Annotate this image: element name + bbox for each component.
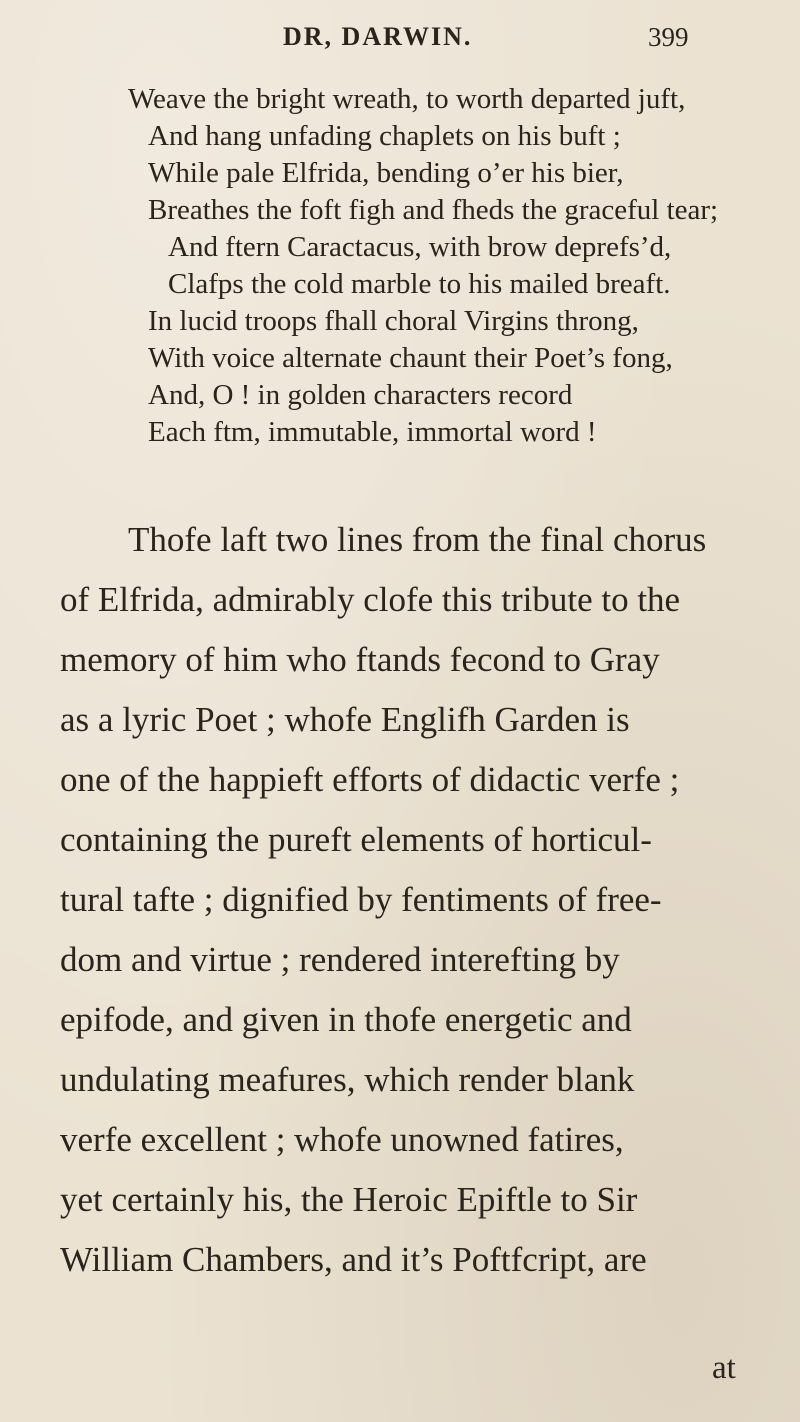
verse-line: While pale Elfrida, bending o’er his bier, [148,157,624,189]
verse-line: Weave the bright wreath, to worth departed juft, [128,83,686,115]
running-head: DR, DARWIN. [283,22,473,51]
prose-line: William Chambers, and it’s Poftfcript, are [60,1240,647,1279]
page-number: 399 [648,22,689,52]
verse-line: And, O ! in golden characters record [148,379,573,411]
catchword: at [712,1350,736,1386]
verse-line: With voice alternate chaunt their Poet’s fong, [148,342,673,374]
verse-line: Clafps the cold marble to his mailed breaft. [168,268,671,300]
prose-line: tural tafte ; dignified by fentiments of free- [60,880,662,919]
prose-line: dom and virtue ; rendered interefting by [60,940,620,979]
verse-line: Breathes the foft figh and fheds the graceful tear; [148,194,719,226]
verse-line: And ftern Caractacus, with brow deprefs’d, [168,231,672,263]
page-header [0,22,800,62]
verse-line: Each ftm, immutable, immortal word ! [148,416,597,448]
prose-line: undulating meafures, which render blank [60,1060,635,1099]
prose-line: epifode, and given in thofe energetic and [60,1000,632,1039]
verse-line: In lucid troops fhall choral Virgins throng, [148,305,639,337]
prose-line: verfe excellent ; whofe unowned fatires, [60,1120,624,1159]
verse-line: And hang unfading chaplets on his buft ; [148,120,621,152]
prose-line: containing the pureft elements of horticul- [60,820,652,859]
prose-line: memory of him who ftands fecond to Gray [60,640,660,679]
prose-line: Thofe laft two lines from the final chorus [128,520,707,559]
prose-line: yet certainly his, the Heroic Epiftle to Sir [60,1180,638,1219]
prose-line: as a lyric Poet ; whofe Englifh Garden is [60,700,630,739]
prose-line: one of the happieft efforts of didactic verfe ; [60,760,680,799]
prose-line: of Elfrida, admirably clofe this tribute to the [60,580,681,619]
